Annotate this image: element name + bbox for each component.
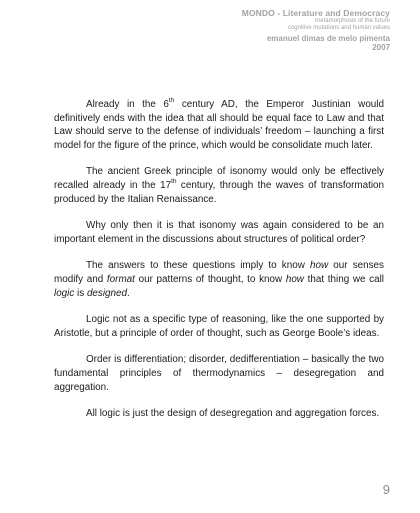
text-run: Already in the 6 — [86, 99, 169, 110]
text-run: that thing we call — [303, 273, 384, 285]
text-run: is — [74, 287, 87, 299]
text-run: century AD, the Emperor Justinian would definitively ends with the idea that all should be equal face to Law and that Law should serve to the defense of individuals’ freedom – launching a first model for the figure of the prince, which would be consolidate much later. — [54, 99, 384, 151]
emphasis: format — [106, 273, 135, 285]
book-subtitle-1: metamorphosis of the future — [315, 18, 390, 25]
emphasis: designed — [86, 287, 128, 299]
paragraph-4 — [54, 259, 384, 300]
text-run: our patterns of thought, to know — [134, 273, 286, 285]
paragraph-5: Logic not as a specific type of reasoning, like the one supported by Aristotle, but a principle of order of thought, such as George Boole’s ideas. — [54, 314, 384, 339]
body-text — [54, 98, 384, 421]
emphasis: how — [310, 260, 329, 272]
paragraph-1 — [54, 98, 384, 152]
emphasis: how — [285, 273, 304, 285]
emphasis: logic — [54, 287, 75, 299]
paragraph-2 — [54, 165, 384, 206]
running-header — [242, 8, 390, 53]
book-subtitle-2: cognitive mutations and human values — [287, 25, 390, 32]
paragraph-7: All logic is just the design of desegregation and aggregation forces. — [86, 408, 380, 420]
author-name: emanuel dimas de melo pimenta — [266, 33, 390, 43]
ordinal-suffix: th — [171, 178, 177, 186]
text-run: our senses modify and — [54, 260, 384, 285]
ordinal-suffix: th — [168, 97, 175, 105]
book-title: MONDO - Literature and Democracy — [241, 8, 390, 18]
text-run: The answers to these questions imply to know — [86, 260, 310, 272]
text-run: . — [127, 287, 130, 299]
paragraph-6: Order is differentiation; disorder, dedifferentiation – basically the two fundamental principles of thermodynamics – desegregation and aggregation. — [54, 354, 384, 393]
text-run: The ancient Greek principle of isonomy would only be effectively recalled already in the 17 — [54, 166, 384, 191]
page-number: 9 — [382, 482, 390, 497]
publication-year: 2007 — [372, 43, 390, 53]
text-run: century, through the waves of transformation produced by the Italian Renaissance. — [54, 179, 385, 205]
paragraph-3: Why only then it is that isonomy was again considered to be an important element in the discussions about structures of political order? — [54, 220, 384, 245]
